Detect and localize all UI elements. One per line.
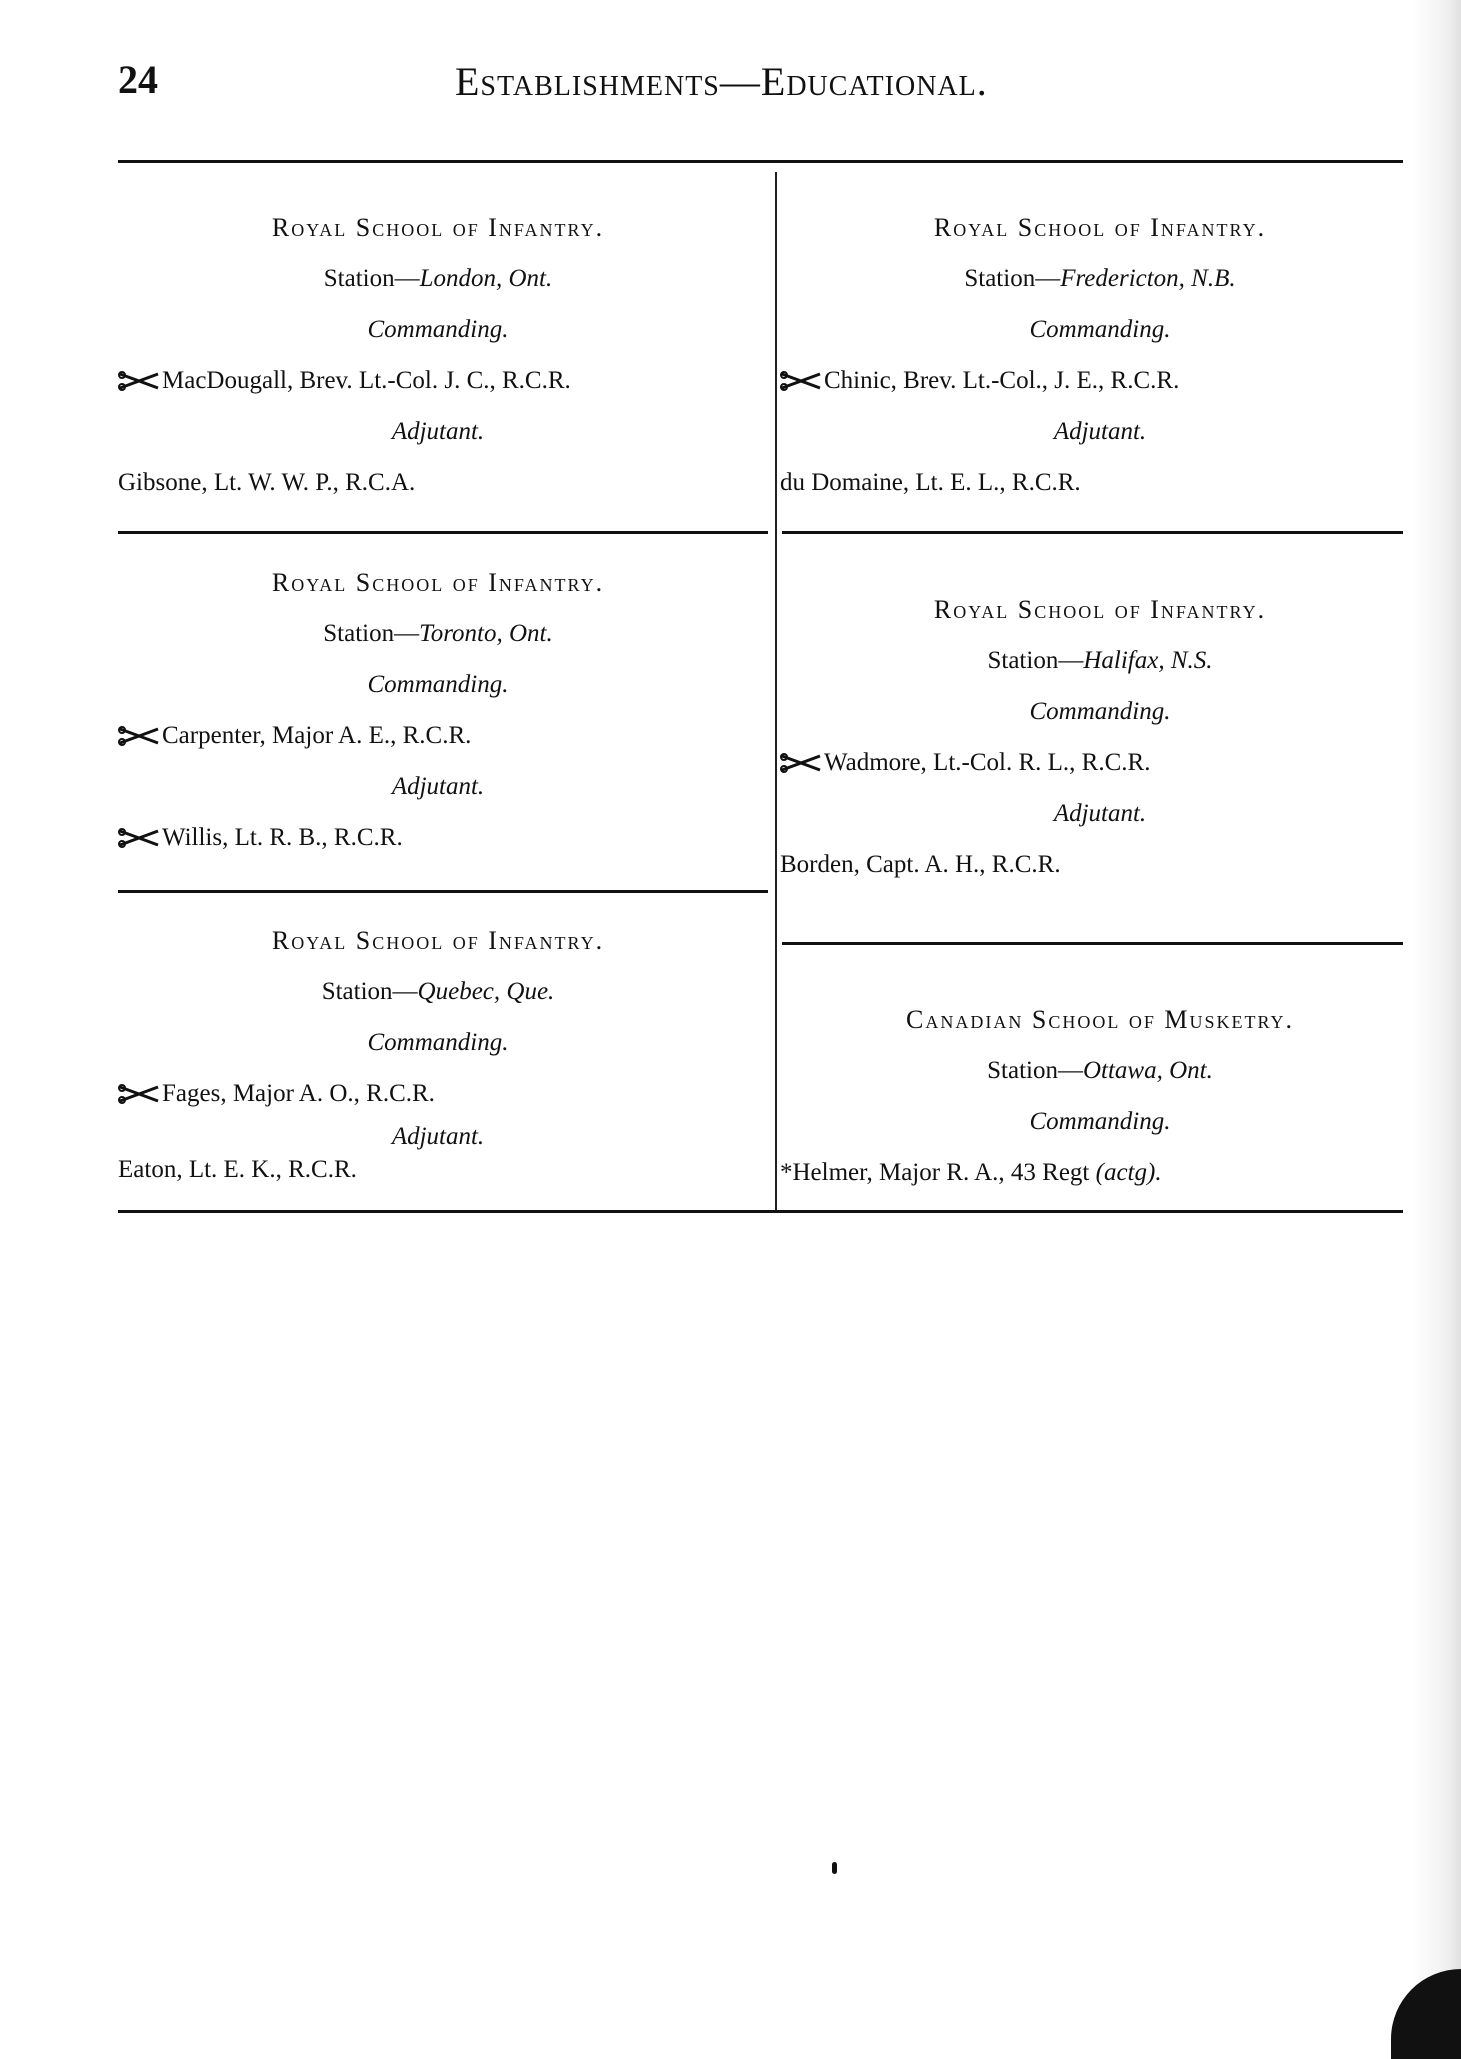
commanding-line [118,355,758,406]
commanding-line [780,355,1420,406]
page-number: 24 [118,57,158,102]
ink-speck [832,1862,837,1874]
adjutant-label: Adjutant. [391,773,485,800]
school-entry-halifax [780,584,1420,890]
station-label: Station— [323,620,420,647]
station-line [118,253,758,304]
station-label: Station— [987,1057,1083,1084]
adjutant-person: Willis, Lt. R. B., R.C.R. [162,824,403,851]
crossed-swords-icon [780,752,822,774]
commanding-line [780,737,1420,788]
school-name: Royal School of Infantry. [933,595,1267,624]
commanding-person: *Helmer, Major R. A., 43 Regt [780,1159,1090,1186]
divider-rule-left-2 [118,890,768,893]
station-label: Station— [323,265,420,292]
crossed-swords-icon [118,370,160,392]
school-name: Royal School of Infantry. [933,213,1267,242]
station-label: Station— [987,647,1084,674]
commanding-person: Chinic, Brev. Lt.-Col., J. E., R.C.R. [824,367,1180,394]
corner-blot [1391,1969,1461,2059]
school-entry-fredericton [780,202,1420,508]
school-entry-ottawa [780,994,1420,1198]
adjutant-label: Adjutant. [391,1123,485,1150]
station-place: Quebec, Que. [417,978,555,1005]
commanding-label: Commanding. [1029,698,1171,725]
station-place: Ottawa, Ont. [1082,1057,1213,1084]
adjutant-person: Eaton, Lt. E. K., R.C.R. [118,1156,357,1183]
adjutant-person: Gibsone, Lt. W. W. P., R.C.A. [118,469,416,496]
commanding-label: Commanding. [367,1029,509,1056]
adjutant-label: Adjutant. [391,418,485,445]
crossed-swords-icon [118,725,160,747]
column-divider [775,172,777,1210]
crossed-swords-icon [780,370,822,392]
station-line [780,253,1420,304]
commanding-line [118,1068,758,1119]
crossed-swords-icon [118,827,160,849]
station-line [780,635,1420,686]
school-entry-london [118,202,758,508]
commanding-person: Carpenter, Major A. E., R.C.R. [162,722,472,749]
page-edge-shadow [1413,0,1461,2059]
commanding-label: Commanding. [367,671,509,698]
divider-rule-right-2 [782,942,1403,945]
station-place: Fredericton, N.B. [1060,265,1236,292]
crossed-swords-icon [118,1083,160,1105]
commanding-person: MacDougall, Brev. Lt.-Col. J. C., R.C.R. [162,367,571,394]
station-line [118,966,758,1017]
school-name: Royal School of Infantry. [271,568,605,597]
divider-rule-right-1 [782,531,1403,534]
bottom-rule [118,1210,1403,1213]
adjutant-person: Borden, Capt. A. H., R.C.R. [780,851,1061,878]
commanding-person: Fages, Major A. O., R.C.R. [162,1080,435,1107]
station-place: Halifax, N.S. [1083,647,1213,674]
top-rule [118,160,1403,163]
station-place: Toronto, Ont. [419,620,553,647]
adjutant-person: du Domaine, Lt. E. L., R.C.R. [780,469,1081,496]
school-entry-quebec [118,915,758,1191]
school-name: Canadian School of Musketry. [906,1005,1294,1034]
commanding-label: Commanding. [1029,316,1171,343]
commanding-line [118,710,758,761]
commanding-label: Commanding. [367,316,509,343]
commanding-person-note: (actg). [1095,1159,1162,1186]
adjutant-label: Adjutant. [1053,418,1147,445]
school-name: Royal School of Infantry. [271,213,605,242]
station-line [118,608,758,659]
commanding-line [780,1147,1420,1198]
divider-rule-left-1 [118,531,768,534]
station-label: Station— [321,978,418,1005]
running-title: Establishments—Educational. [455,59,988,104]
commanding-label: Commanding. [1029,1108,1171,1135]
school-name: Royal School of Infantry. [271,926,605,955]
adjutant-label: Adjutant. [1053,800,1147,827]
station-place: London, Ont. [419,265,553,292]
station-line [780,1045,1420,1096]
station-label: Station— [964,265,1061,292]
commanding-person: Wadmore, Lt.-Col. R. L., R.C.R. [824,749,1151,776]
school-entry-toronto [118,557,758,863]
adjutant-line [118,812,758,863]
